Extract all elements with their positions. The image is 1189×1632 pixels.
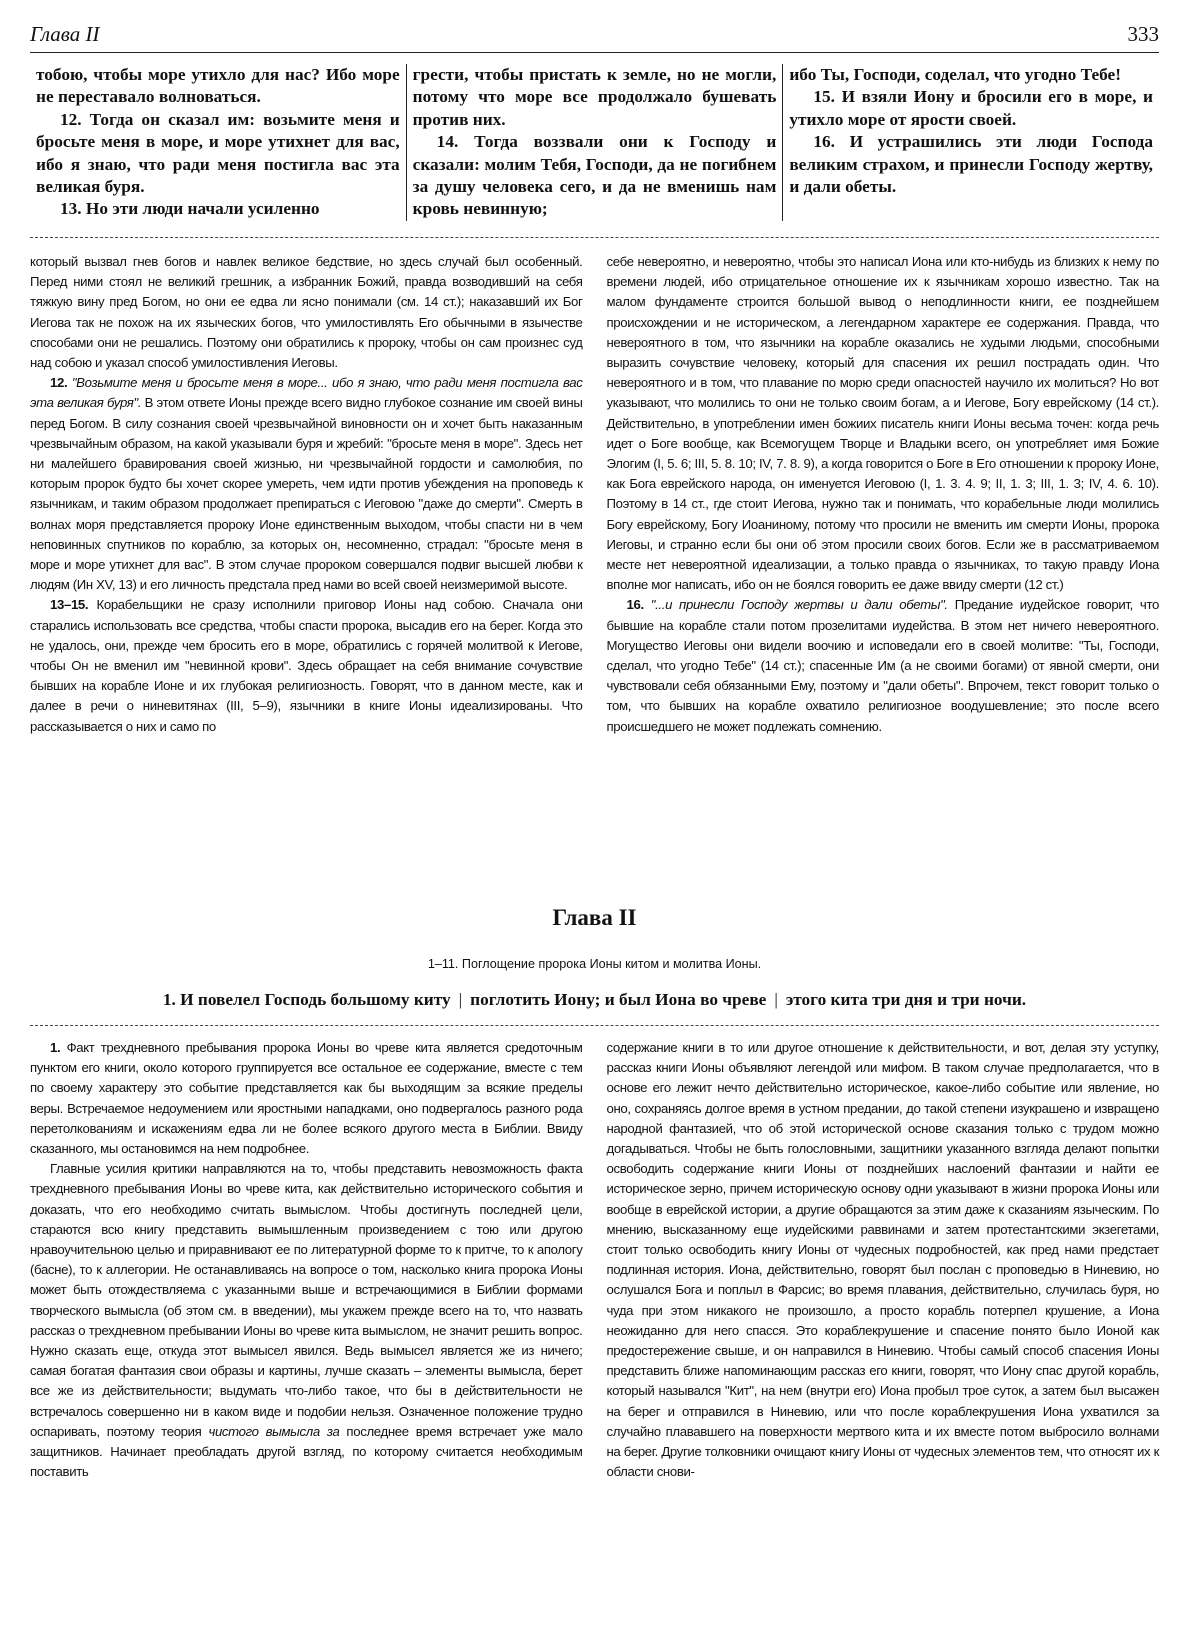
verse-quote: "...и принесли Господу жертвы и дали обеты". — [650, 597, 948, 613]
section-divider — [30, 237, 1159, 238]
scripture-verse-14: 14. Тогда воззвали они к Господу и сказали: молим Тебя, Господи, да не погибнем за душу человека сего, и да не вменишь нам кровь невинную; — [412, 132, 777, 219]
scripture-verse-line — [30, 990, 1159, 1010]
commentary-text: Предание иудейское говорит, что бывшие на корабле стали потом прозелитами иудейства. В этом нет ничего невероятного. Могущество Иеговы они видели воочию и исповедали его в своей молитве: "Ты, Господи, сделал, что угодно Тебе" (14 ст.); спасенные Им (а не своими богами) от явной смерти, они чувствовали себя обязанными Ему, поэтому и "дали обеты". Впрочем, текст говорит только о том, что бывших на корабле охватило религиозное воодушевление; это после всего происшедшего не может подлежать сомнению. — [606, 597, 1159, 734]
scripture-column-2 — [406, 64, 783, 221]
commentary-bottom-left-column — [30, 1038, 583, 1482]
scripture-verse-15: 15. И взяли Иону и бросили его в море, и утихло море от ярости своей. — [789, 87, 1154, 129]
running-head-chapter: Глава II — [30, 22, 100, 46]
commentary-bottom-right-column — [607, 1038, 1160, 1482]
verse-part-1: 1. И повелел Господь большому киту — [162, 990, 451, 1009]
scripture-column-1 — [30, 64, 406, 221]
verse-quote: "Возьмите меня и бросьте меня в море... ибо я знаю, что ради меня постигла вас эта великая буря". — [30, 375, 583, 411]
verse-part-3: этого кита три дня и три ночи. — [785, 990, 1027, 1009]
scripture-paragraph: грести, чтобы пристать к земле, но не могли, потому что море все продолжало бушевать против них. — [412, 65, 777, 129]
scripture-verse-12: 12. Тогда он сказал им: возьмите меня и бросьте меня в море, и море утихнет для вас, ибо я знаю, что ради меня постигла вас эта великая буря. — [36, 109, 400, 197]
commentary-text: В этом ответе Ионы прежде всего видно глубокое сознание им своей вины перед Богом. В силу сознания своей чрезвычайной виновности он и хочет быть наказанным чрезвычайным образом, на какой указывали буря и жребий: "бросьте меня в море". Здесь нет ни малейшего бравирования своей жизнью, ни чрезвычайной гордости и самолюбия, по которым пророк будто бы хочет скорее умереть, чем идти против убеждения на проповедь к язычникам, и таким образом продолжает препираться с Иеговою "даже до смерти". Смерть в волнах моря представляется пророку Ионе единственным выходом, чтобы спасти ни в чем неповинных спутников по кораблю, за которых он, несомненно, страдал: "бросьте меня в море и море утихнет для вас". В этом случае пророком совершался подвиг высшей любви к людям (Ин XV, 13) и его личность предстала пред нами во всей своей неизмеримой высоте. — [30, 395, 583, 593]
commentary-text: Главные усилия критики направляются на то, чтобы представить невозможность факта трехдневного пребывания Ионы во чреве кита, как действительно исторического события и доказать, что его необходимо считать вымыслом. Чтобы достигнуть последней цели, стараются всю книгу представить вымышленным произведением с тою или другою нравоучительною целью и приравнивают ее по литературной форме то к притче, то к апологу (басне), то к аллегории. Не останавливаясь на вопросе о том, насколько книга пророка Ионы может быть отождествляема с указанными выше и встречающимися в Библии формами творческого вымысла (об этом см. в введении), мы укажем прежде всего на то, что назвать рассказ о трехдневном пребывании Ионы во чреве кита вымыслом, не значит решить вопрос. Нужно сказать еще, откуда этот вымысел явился. Ведь вымысел является же из ничего; самая богатая фантазия свои образы и картины, лучше сказать – элементы вымысла, берет все же из действительности; выдумать что-либо такое, что бы в действительности не встречалось совершенно ни в каком виде и подобии нельзя. Означенное положение трудно оспаривать, поэтому теория — [30, 1161, 583, 1439]
scripture-paragraph: ибо Ты, Господи, соделал, что угодно Тебе! — [789, 65, 1121, 84]
verse-number: 13–15. — [50, 597, 89, 613]
verse-part-2: поглотить Иону; и был Иона во чреве — [470, 990, 767, 1009]
verse-number: 16. — [626, 597, 644, 613]
commentary-paragraph-13-15 — [30, 595, 583, 736]
commentary-text: Факт трехдневного пребывания пророка Ионы во чреве кита является средоточным пунктом его книги, около которого группируется все остальное ее содержание, вместе с тем по своему характеру это событие представляется как бы выходящим за всякие пределы веры. Встречаемое недоумением или яростными нападками, оно подвергалось разного рода перетолкованиям и искажениям едва ли не более всякого другого места в Библии. Ввиду сказанного, мы остановимся на нем подробнее. — [30, 1040, 583, 1157]
commentary-text: последнее время встречает уже мало защитников. Начинает преобладать другой взгляд, по которому считается необходимым поставить — [30, 1423, 583, 1480]
section-divider — [30, 1025, 1159, 1026]
commentary-paragraph — [30, 1159, 583, 1482]
commentary-paragraph: содержание книги в то или другое отношение к действительности, и вот, делая эту уступку, рассказ книги Ионы объявляют легендой или мифом. В таком случае предполагается, что в основе его лежит нечто действительно историческое, какое-либо событие или явление, но оно, сохраняясь долгое время в устном предании, до такой степени изукрашено и извращено народной фантазией, что об этой исторической основе сказания только с трудом можно догадываться. Чтобы не быть голословными, защитники указанного взгляда делают попытки освободить содержание книги Ионы от позднейших наслоений фантазии и найти ее историческое зерно, причем историческую основу одни указывают в жизни пророка Ионы или вообще в еврейской истории, а другие обращаются за этим даже к сказаниям языческим. По мнению, высказанному еще иудейскими раввинами и затем протестантскими экзегетами, стоит только освободить книгу Ионы от чудесных подробностей, как пред нами предстает подлинная история. Иона, действительно, говорят был послан с проповедью в Ниневию, но ослушался Бога и поплыл в Фарсис; во время плавания, действительно, случилась буря, но чуда при этом никакого не произошло, а просто корабль потерпел крушение, а Иона неожиданно для него спасся. Это кораблекрушение и спасение понято было Ионой как предостережение свыше, и он направился в Ниневию. Чтобы самый способ спасения Ионы представить ближе напоминающим рассказ его книги, говорят, что Иону спас другой корабль, который назывался "Кит", на нем (внутри его) Иона пробыл трое суток, а затем был высажен на берег и отправился в Ниневию, или что после кораблекрушения Иона ухватился за случайно плававшего на поверхности мертвого кита и их вместе потом выбросило волнами на берег. Другие толковники очищают книгу Ионы от чудесных элементов тем, что относят их к области снови- — [606, 1040, 1159, 1480]
scripture-block-top — [30, 64, 1159, 221]
verse-separator: | — [774, 990, 778, 1009]
page-number: 333 — [1127, 22, 1159, 46]
chapter-summary: 1–11. Поглощение пророка Ионы китом и молитва Ионы. — [427, 957, 762, 971]
italic-phrase: чистого вымысла за — [208, 1423, 340, 1439]
chapter-title: Глава II — [552, 905, 637, 930]
commentary-paragraph-16 — [607, 595, 1160, 736]
verse-number: 1. — [50, 1040, 61, 1055]
running-head — [30, 18, 1159, 53]
verse-separator: | — [458, 990, 463, 1009]
scripture-verse-13: 13. Но эти люди начали усиленно — [60, 199, 320, 219]
scripture-paragraph: тобою, чтобы море утихло для нас? Ибо море не переставало волноваться. — [36, 65, 400, 107]
commentary-bottom — [30, 1038, 1159, 1482]
commentary-paragraph: который вызвал гнев богов и навлек великое бедствие, но здесь случай был особенный. Перед ними стоял не великий грешник, а избранник Божий, правда возводивший на себя тяжкую вину пред Богом, но они ее едва ли ясно понимали (см. 14 ст.); наказавший их Бог Иегова так не похож на их языческих богов, что умилостивлять Его обычными в язычестве способами они не решались. Поэтому они обратились к пророку, чтобы он сам произнес суд над собою и указал способ умилостивления Иеговы. — [30, 254, 583, 371]
commentary-top — [30, 252, 1159, 737]
scripture-verse-16: 16. И устрашились эти люди Господа великим страхом, и принесли Господу жертву, и дали обеты. — [789, 132, 1154, 197]
commentary-text: Корабельщики не сразу исполнили приговор Ионы над собою. Сначала они старались использовать все средства, чтобы спасти пророка, высадив его на берег. Когда это не удалось, они, прежде чем бросить его в море, обратились с горячей молитвой к Иегове, чтобы Он не вменил им "невинной крови". Здесь обращает на себя внимание сочувствие бывших на корабле Ионе и их глубокая религиозность. Говорят, что в данном месте, как и далее в речи о ниневитянах (III, 5–9), язычники в книге Ионы идеализированы. Что рассказывается о них и само по — [30, 597, 583, 734]
commentary-top-left-column — [30, 252, 583, 737]
scripture-column-3 — [782, 64, 1159, 221]
commentary-top-right-column — [607, 252, 1160, 737]
commentary-paragraph-1 — [30, 1038, 583, 1159]
commentary-paragraph: себе невероятно, и невероятно, чтобы это написал Иона или кто-нибудь из близких к нему по времени людей, ибо отрицательное отношение их к язычникам хорошо известно. Так на малом фундаменте строится большой вывод о неподлинности книги, ее позднейшем происхождении и не историческом, а легендарном характере ее содержания. Правда, что невероятного в том, что язычники на корабле оказались не худыми людьми, способными выразить сочувствие человеку, который для спасения их решил пострадать один. Что невероятного и в том, что плавание по морю среди опасностей научило их молиться? Но вот указывают, что молились то они не только своим богам, а и Иегове, Богу еврейскому (14 ст.). Действительно, в употреблении имен божиих писатель книги Ионы весьма точен: когда речь идет о Боге вообще, как Всемогущем Творце и Владыки всего, он употребляет имя Божие Элогим (I, 5. 6; III, 5. 8. 10; IV, 7. 8. 9), а когда говорится о Боге в Его отношении к пророку Ионе, как Бога еврейского народа, он именуется Иеговою (I, 1. 3. 4. 9; II, 1. 3; III, 1. 3; IV, 4. 6. 10). Поэтому в 14 ст., где стоит Иегова, нужно так и понимать, что корабельные люди молились Богу еврейскому, Богу Иоаниному, потому что просили не вменить им смерти Ионы, пророка Иеговы, и странно если бы они об этом просили своих богов. Если же в рассматриваемом месте нет невероятной идеализации, а только правда о язычниках, то такую правду Иона вполне мог написать, ибо он не боялся говорить ее даже ввиду смерти (12 ст.) — [606, 254, 1159, 593]
verse-number: 12. — [50, 375, 68, 391]
commentary-paragraph-12 — [30, 373, 583, 595]
